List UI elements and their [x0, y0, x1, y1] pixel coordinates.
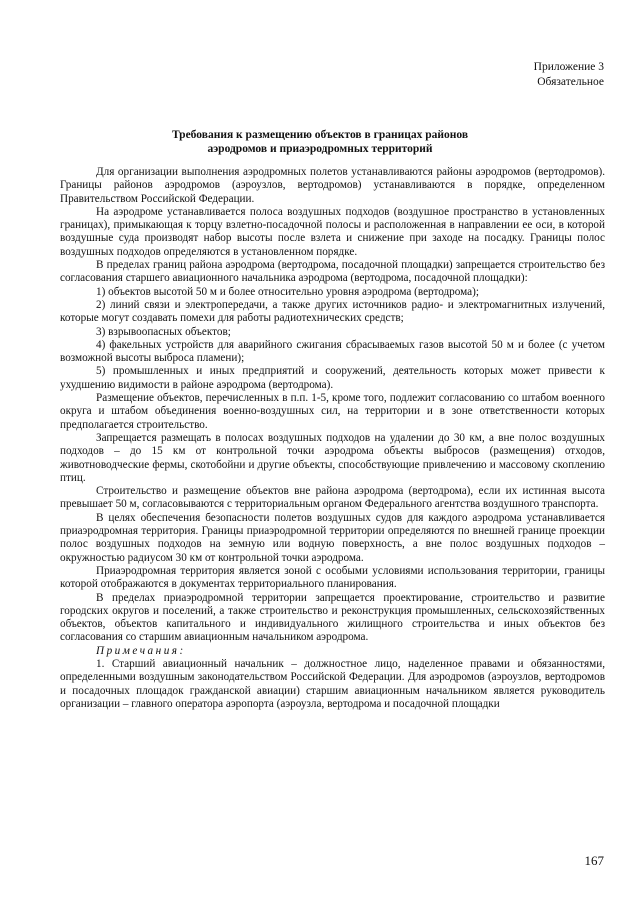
paragraph: Размещение объектов, перечисленных в п.п. 1-5, кроме того, подлежит согласованию со штабом военного округа и штабом объединения военно-воздушных сил, на территории и в зоне ответственности которых предполагается строительство. — [60, 392, 605, 431]
list-item: 3) взрывоопасных объектов; — [96, 325, 231, 338]
title-line-2: аэродромов и приаэродромных территорий — [207, 143, 433, 155]
appendix-status: Обязательное — [537, 76, 604, 88]
paragraph: В целях обеспечения безопасности полетов воздушных судов для каждого аэродрома устанавливается приаэродромная территория. Границы приаэродромной территории определяются по внешней границе проекции полос воздушных подходов на земную или водную поверхность, а вне полос воздушных подходов – окружностью радиусом 30 км от контрольной точки аэродрома. — [60, 511, 605, 564]
list-item: 2) линий связи и электропередачи, а также других источников радио- и электромагнитных излучений, которые могут создавать помехи для работы радиотехнических средств; — [60, 298, 605, 325]
paragraph: На аэродроме устанавливается полоса воздушных подходов (воздушное пространство в установленных границах), примыкающая к торцу взлетно-посадочной полосы и расположенная в направлении ее оси, в которой воздушные суда производят набор высоты после взлета и снижение при заходе на посадку. Границы полос воздушных подходов определяются в установленном порядке. — [60, 205, 605, 258]
paragraph: Строительство и размещение объектов вне района аэродрома (вертодрома), если их истинная высота превышает 50 м, согласовываются с территориальным органом Федерального агентства воздушного транспорта. — [60, 485, 605, 511]
title-line-1: Требования к размещению объектов в границах районов — [171, 129, 469, 141]
paragraph: Запрещается размещать в полосах воздушных подходов на удалении до 30 км, а вне полос воздушных подходов – до 15 км от контрольной точки аэродрома объекты выбросов (размещения) отходов, животноводческие фермы, скотобойни и другие объекты, способствующие привлечению и массовому скоплению птиц. — [60, 431, 605, 484]
paragraph: В пределах границ района аэродрома (вертодрома, посадочной площадки) запрещается строительство без согласования старшего авиационного начальника аэродрома (вертодрома, посадочной площадки): — [60, 259, 605, 285]
page-number: 167 — [584, 853, 604, 868]
paragraph: Приаэродромная территория является зоной с особыми условиями использования территории, границы которой отображаются в документах территориального планирования. — [60, 564, 605, 591]
paragraph: В пределах приаэродромной территории запрещается проектирование, строительство и развитие городских округов и поселений, а также строительство и реконструкция промышленных, сельскохозяйственных объектов, объектов капитального и индивидуального жилищного строительства и иных объектов без согласования со старшим авиационным начальником аэродрома. — [60, 591, 605, 644]
note-item: 1. Старший авиационный начальник – должностное лицо, наделенное правами и обязанностями, определенными воздушным законодательством Российской Федерации. Для аэродромов (аэроузлов, вертодромов и посадочных площадок гражданской авиации) старшим авиационным начальником является руководитель организации – главного оператора аэропорта (аэроузла, вертодрома и посадочной площадки — [60, 657, 605, 710]
document-body — [60, 166, 605, 711]
list-item: 5) промышленных и иных предприятий и сооружений, деятельность которых может привести к ухудшению видимости в районе аэродрома (вертодрома). — [60, 365, 605, 391]
appendix-number: Приложение 3 — [533, 61, 604, 73]
document-title — [60, 128, 580, 156]
notes-heading: Примечания: — [96, 644, 186, 657]
list-item: 4) факельных устройств для аварийного сжигания сбрасываемых газов высотой 50 м и более (с учетом возможной высоты выброса пламени); — [60, 338, 605, 365]
appendix-label — [534, 60, 604, 90]
paragraph: Для организации выполнения аэродромных полетов устанавливаются районы аэродромов (вертодромов). Границы районов аэродромов (аэроузлов, вертодромов) устанавливаются в порядке, определенном Правительством Российской Федерации. — [60, 166, 605, 205]
list-item: 1) объектов высотой 50 м и более относительно уровня аэродрома (вертодрома); — [96, 285, 479, 298]
